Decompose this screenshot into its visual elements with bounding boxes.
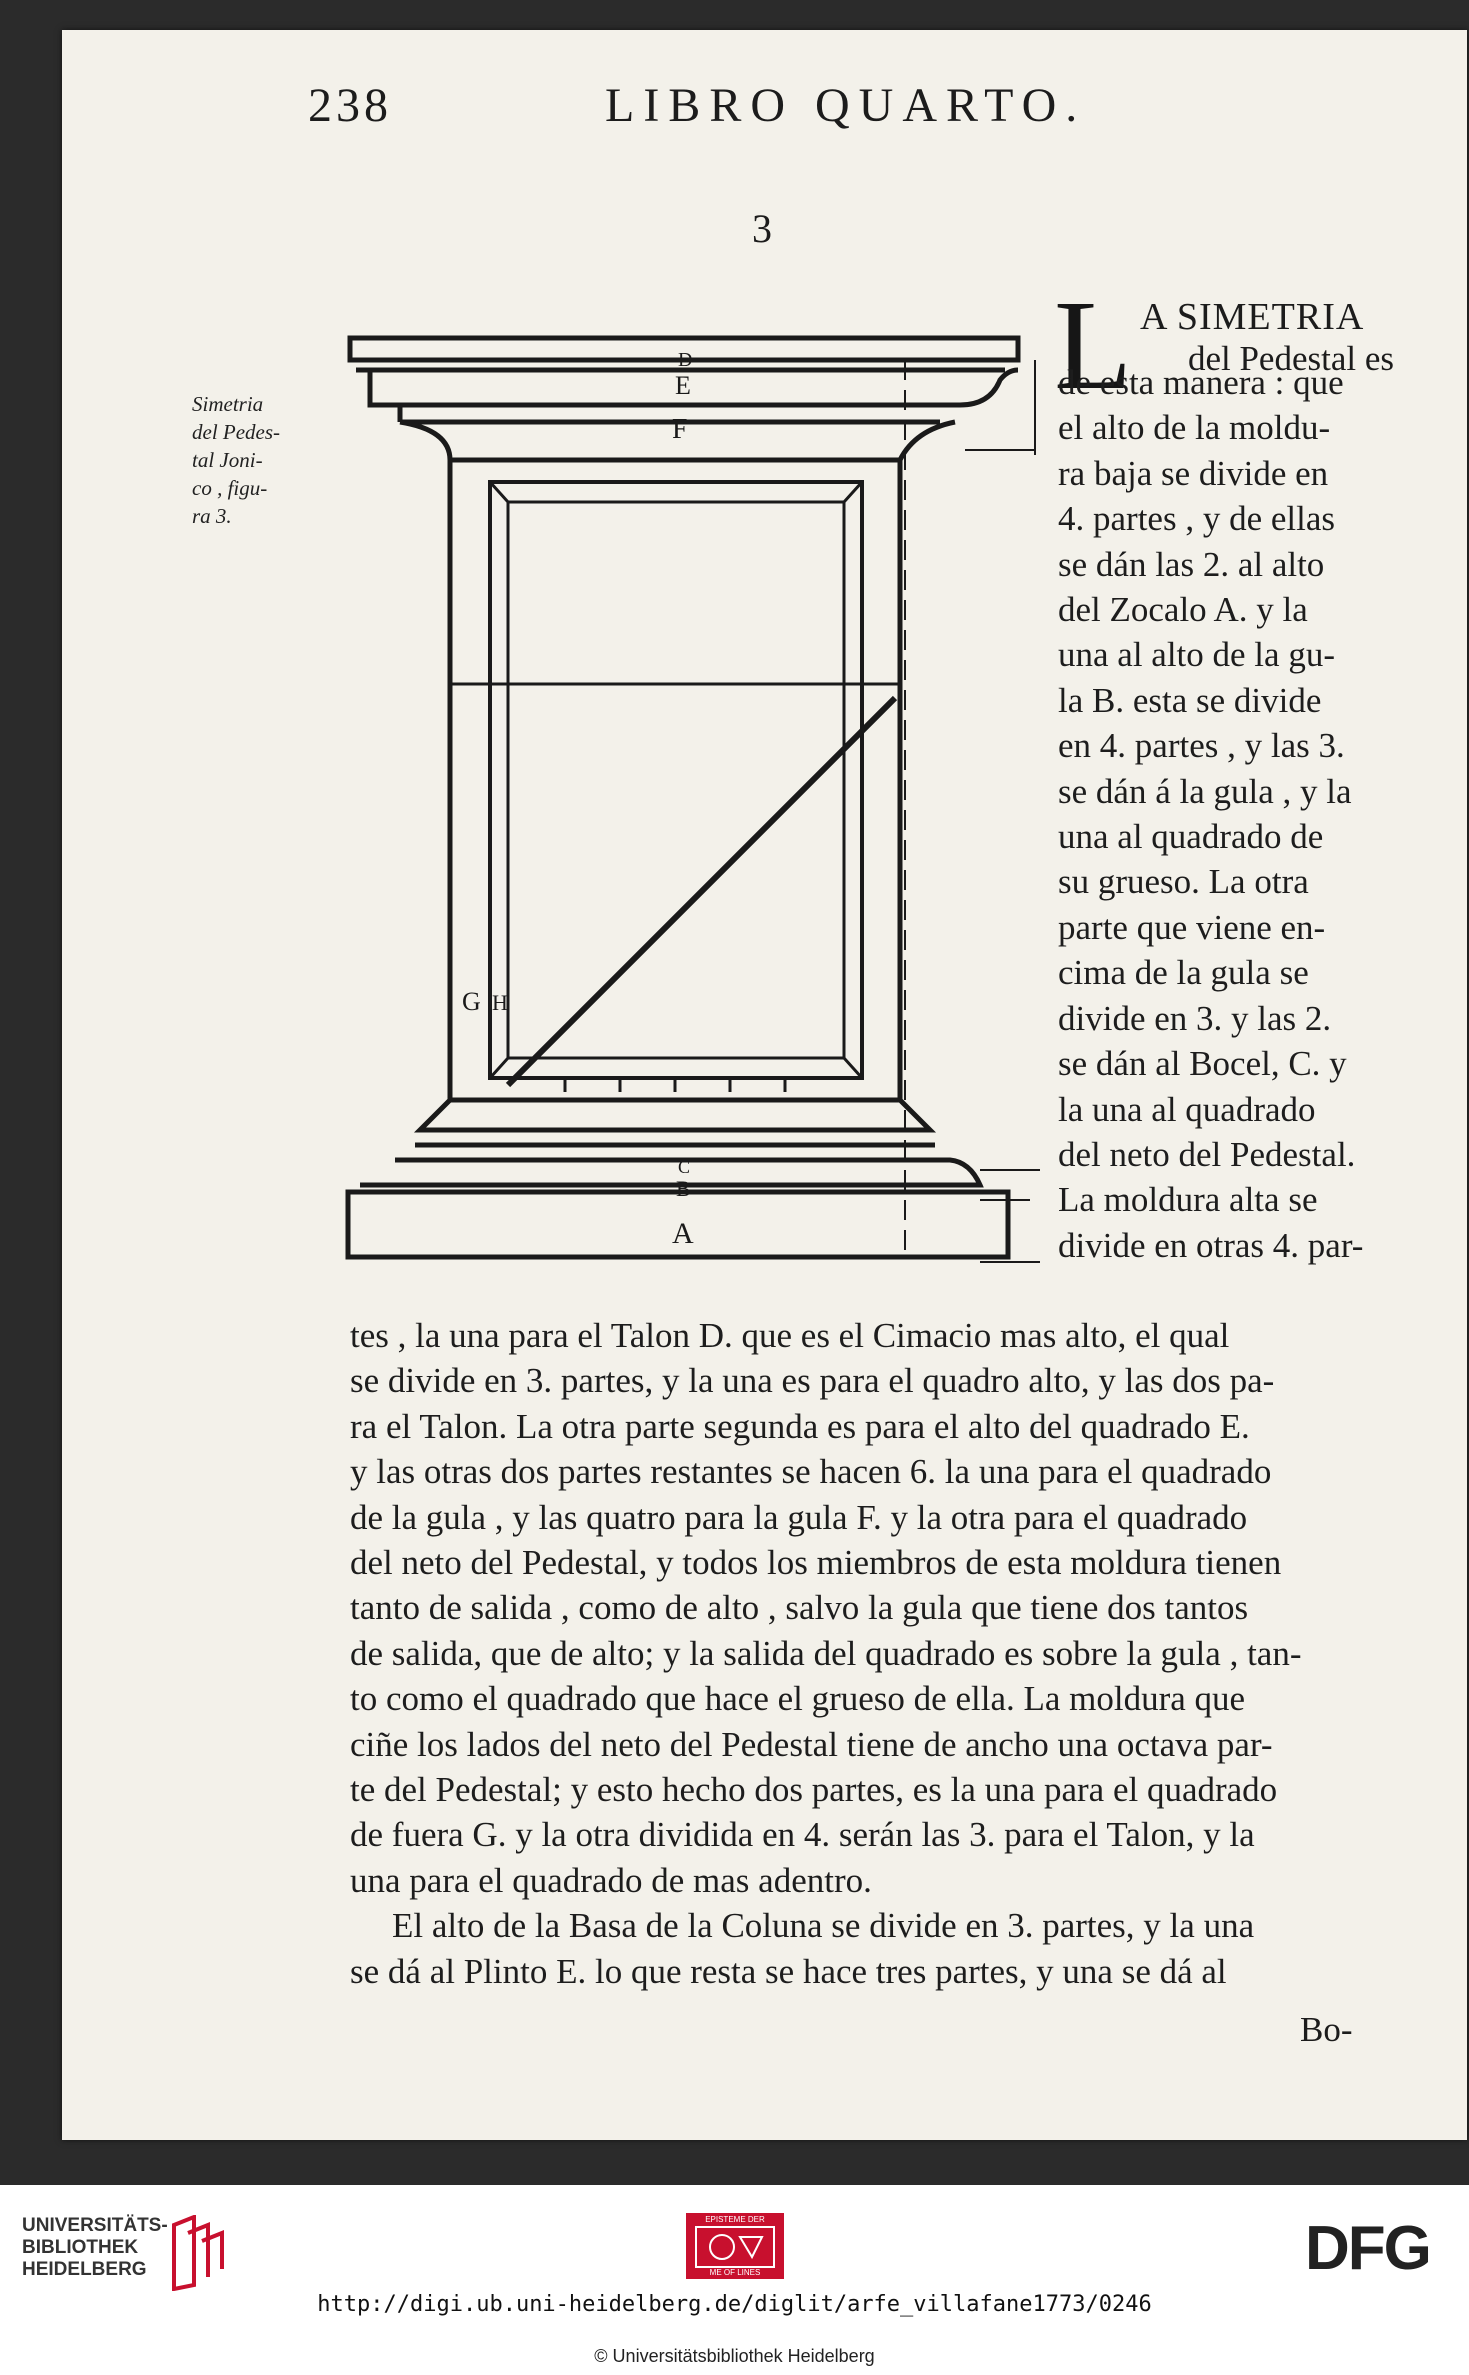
margin-note-line: tal Joni- [192, 448, 263, 472]
text-line: de la gula , y las quatro para la gula F. y la otra para el quadrado [350, 1497, 1248, 1537]
figure-number: 3 [752, 206, 772, 251]
text-line: 4. partes , y de ellas [1058, 499, 1335, 539]
text-line: to como el quadrado que hace el grueso de ella. La moldura que [350, 1679, 1246, 1719]
margin-note [192, 390, 322, 530]
pedestal-figure [340, 330, 1040, 1275]
text-line: se dán las 2. al alto [1058, 544, 1325, 584]
label-a: A [672, 1217, 694, 1250]
text-line: su grueso. La otra [1058, 862, 1309, 902]
text-line: la B. esta se divide [1058, 680, 1322, 720]
text-line: se dán á la gula , y la [1058, 771, 1352, 811]
die-outer-frame [450, 460, 900, 1100]
die-middle-frame [490, 482, 862, 1078]
text-line: del neto del Pedestal, y todos los miembros de esta moldura tienen [350, 1543, 1282, 1583]
label-b: B [676, 1176, 691, 1201]
viewer-footer [0, 2185, 1469, 2375]
base-moulding [420, 1100, 930, 1130]
catchword: Bo- [1300, 2010, 1353, 2049]
text-line: parte que viene en- [1058, 907, 1326, 947]
running-title: LIBRO QUARTO. [605, 79, 1087, 132]
text-line: tanto de salida , como de alto , salvo la gula que tiene dos tantos [350, 1588, 1249, 1628]
margin-note-line: Simetria [192, 392, 264, 416]
text-line: divide en otras 4. par- [1058, 1225, 1364, 1265]
label-c: C [678, 1157, 691, 1177]
text-line: de fuera G. y la otra dividida en 4. serán las 3. para el Talon, y la [350, 1815, 1255, 1855]
library-emblem-icon [170, 2215, 226, 2291]
text-line: en 4. partes , y las 3. [1058, 726, 1345, 766]
text-line: la una al quadrado [1058, 1089, 1316, 1129]
text-line: La moldura alta se [1058, 1180, 1318, 1220]
episteme-logo-top: EPISTEME DER [705, 2215, 765, 2224]
label-f: F [672, 414, 688, 445]
drop-cap: L [1054, 274, 1133, 416]
text-line: del neto del Pedestal. [1058, 1134, 1356, 1174]
text-line: ra el Talon. La otra parte segunda es para el alto del quadrado E. [350, 1406, 1250, 1446]
text-line: cima de la gula se [1058, 953, 1309, 993]
text-line: tes , la una para el Talon D. que es el Cimacio mas alto, el qual [350, 1316, 1230, 1355]
text-line: ciñe los lados del neto del Pedestal tiene de ancho una octava par- [350, 1724, 1273, 1764]
label-e: E [675, 371, 691, 400]
text-line: una al alto de la gu- [1058, 635, 1335, 675]
library-name-line: BIBLIOTHEK [22, 2237, 139, 2258]
opening-caps: A SIMETRIA [1140, 296, 1365, 338]
permalink-url[interactable]: http://digi.ub.uni-heidelberg.de/diglit/arfe_villafane1773/0246 [317, 2292, 1152, 2317]
text-line: el alto de la moldu- [1058, 408, 1331, 448]
text-line: se dán al Bocel, C. y [1058, 1044, 1347, 1084]
label-g: G [462, 987, 481, 1016]
opening-rest: del Pedestal es [1187, 339, 1394, 378]
text-line: se dá al Plinto E. lo que resta se hace tres partes, y una se dá al [350, 1951, 1227, 1991]
text-line: te del Pedestal; y esto hecho dos partes, es la una para el quadrado [350, 1770, 1278, 1810]
text-line: una al quadrado de [1058, 817, 1324, 857]
margin-note-line: co , figu- [192, 476, 268, 500]
text-line: una para el quadrado de mas adentro. [350, 1860, 872, 1900]
page-number: 238 [308, 79, 392, 132]
text-line: de salida, que de alto; y la salida del quadrado es sobre la gula , tan- [350, 1633, 1302, 1673]
text-line: se divide en 3. partes, y la una es para el quadro alto, y las dos pa- [350, 1361, 1275, 1401]
library-name-line: HEIDELBERG [22, 2259, 147, 2280]
library-name-line: UNIVERSITÄTS- [22, 2215, 168, 2236]
diagonal-line [508, 698, 895, 1085]
column-text [1058, 360, 1383, 1268]
full-width-text [350, 1313, 1385, 1994]
text-line: y las otras dos partes restantes se hacen 6. la una para el quadrado [350, 1452, 1272, 1492]
text-line: El alto de la Basa de la Coluna se divide en 3. partes, y la una [392, 1906, 1255, 1946]
margin-note-line: ra 3. [192, 504, 232, 528]
text-line: del Zocalo A. y la [1058, 590, 1308, 630]
talon-moulding [370, 370, 1018, 405]
copyright-notice: © Universitätsbibliothek Heidelberg [594, 2346, 875, 2366]
library-name [22, 2215, 168, 2281]
text-line: divide en 3. y las 2. [1058, 998, 1332, 1038]
dfg-logo[interactable]: DFG [1305, 2214, 1430, 2283]
label-h: H [492, 990, 508, 1015]
label-d: D [678, 349, 693, 371]
episteme-logo-bottom: ME OF LINES [709, 2268, 761, 2277]
text-line: de esta manera : que [1058, 363, 1344, 402]
margin-note-line: del Pedes- [192, 420, 281, 444]
die-inner-frame [508, 502, 844, 1058]
episteme-logo[interactable] [686, 2213, 784, 2279]
text-line: ra baja se divide en [1058, 453, 1329, 493]
